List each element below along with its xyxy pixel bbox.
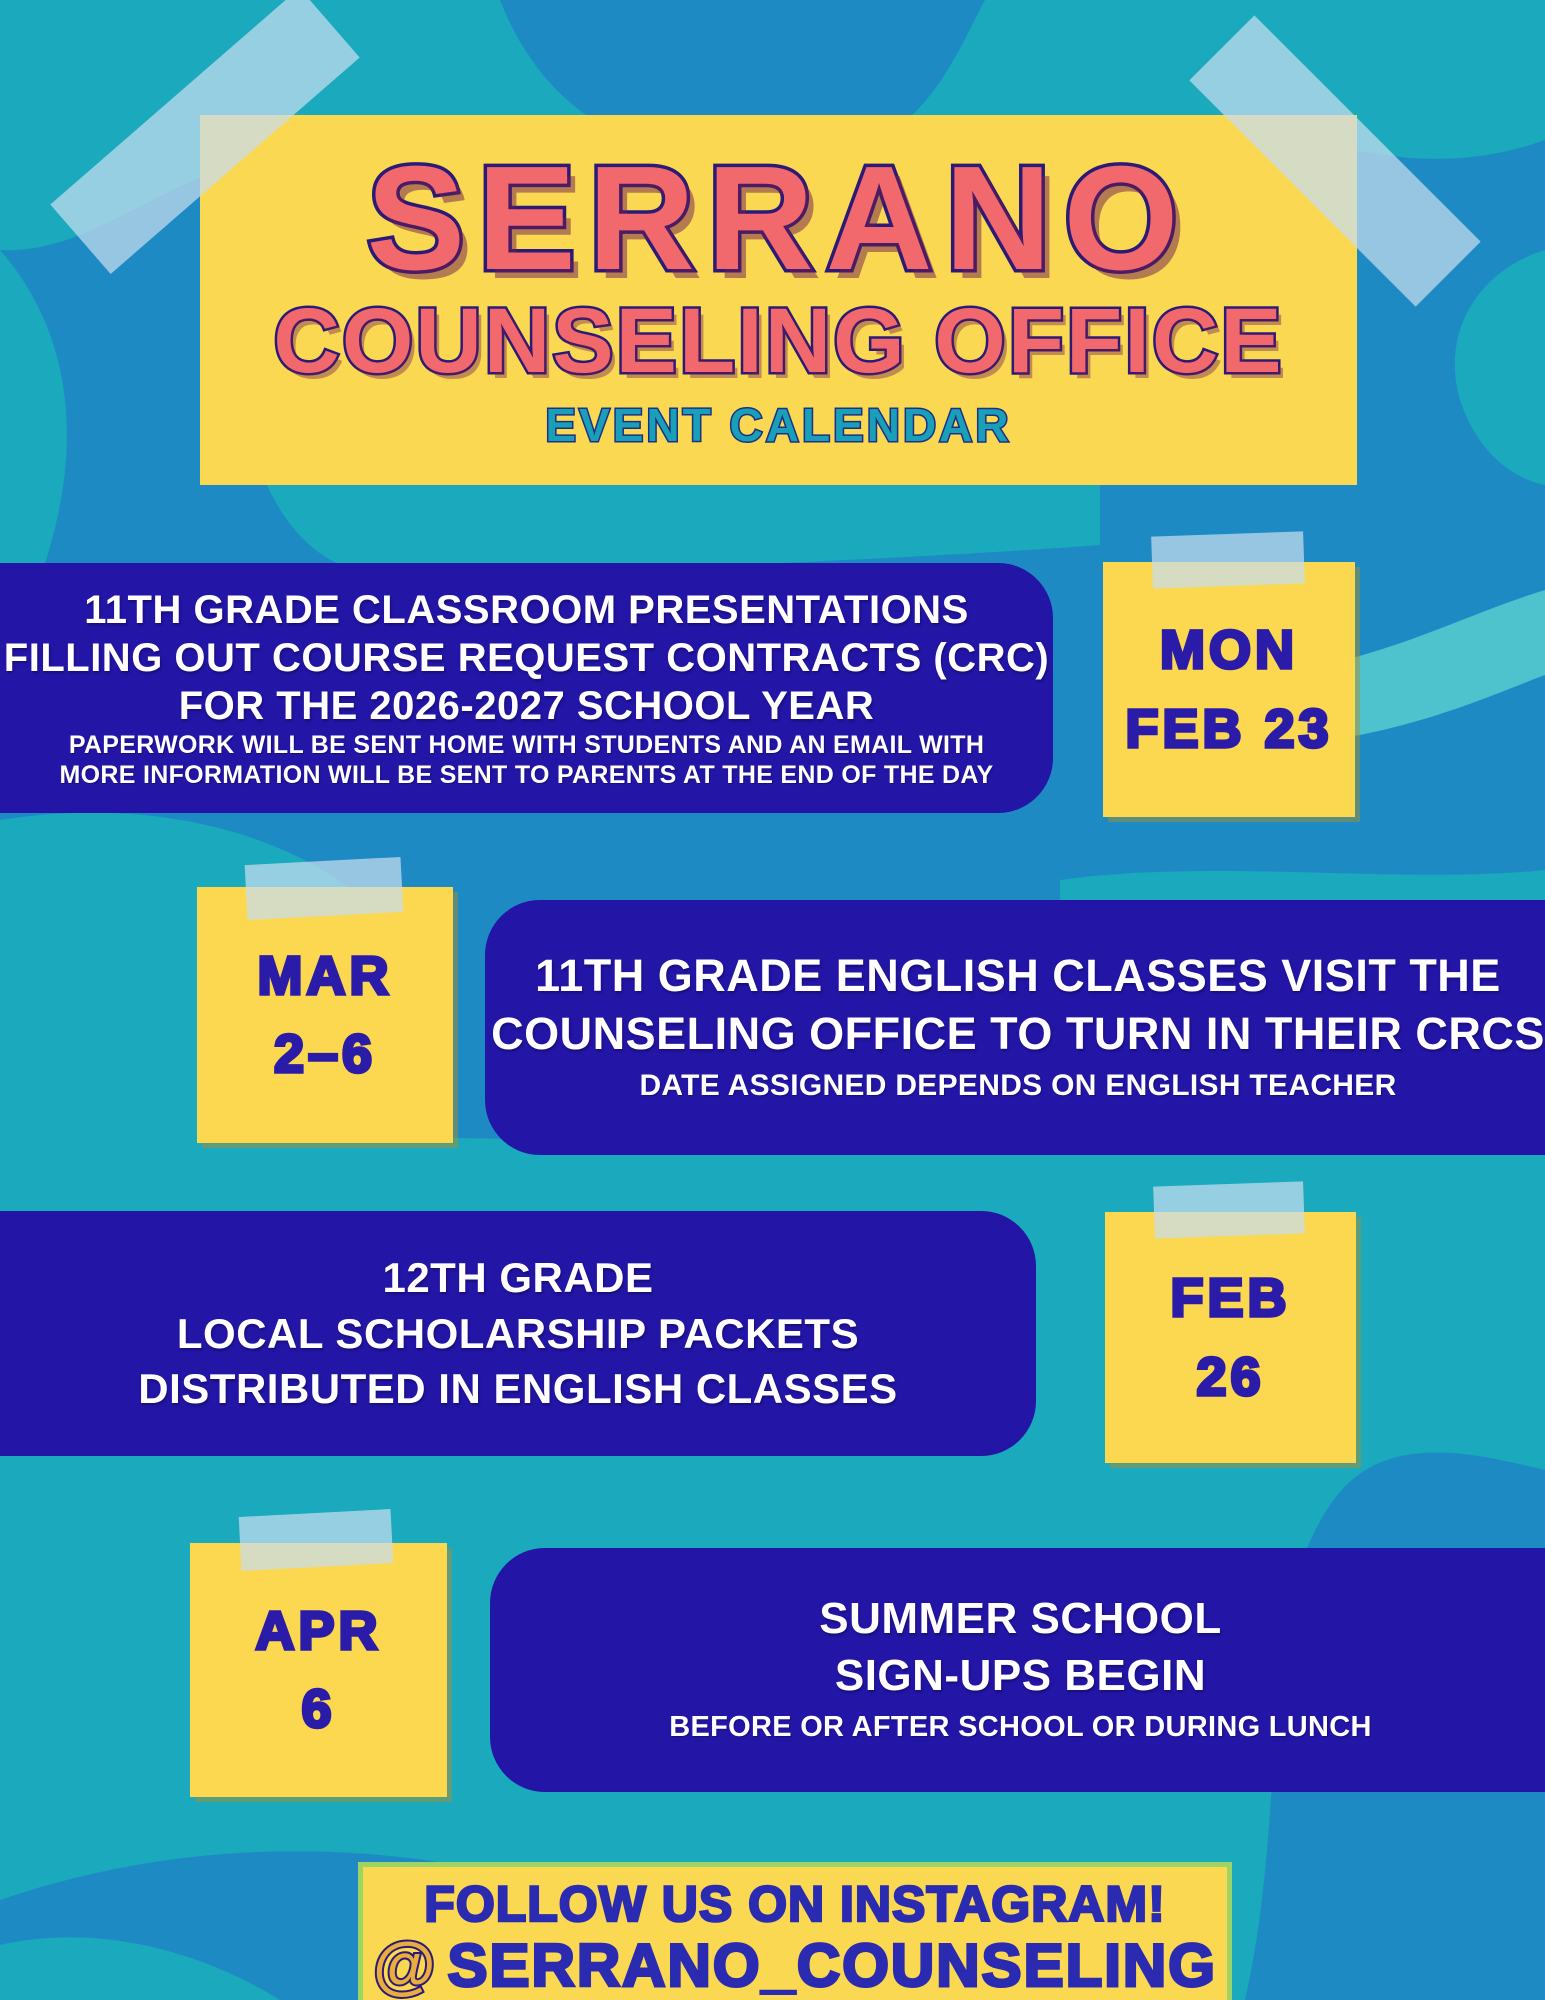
- event-line: SUMMER SCHOOL: [819, 1593, 1222, 1643]
- event-card-summer-school: [490, 1548, 1545, 1792]
- date-date: 26: [1196, 1346, 1265, 1407]
- date-note-feb-26: [1105, 1212, 1356, 1463]
- event-line: 12TH GRADE: [382, 1253, 654, 1301]
- event-line: FILLING OUT COURSE REQUEST CONTRACTS (CRC): [3, 635, 1050, 680]
- date-note-mon-feb-23: [1103, 562, 1355, 817]
- event-line: MORE INFORMATION WILL BE SENT TO PARENTS AT THE END OF THE DAY: [59, 761, 994, 789]
- at-icon: @: [373, 1929, 438, 2000]
- poster-title: SERRANO: [366, 136, 1191, 302]
- event-line: FOR THE 2026-2027 SCHOOL YEAR: [178, 683, 875, 728]
- poster-subtitle: COUNSELING OFFICE: [273, 290, 1284, 393]
- instagram-handle: [373, 1929, 1217, 2000]
- tape-strip: [245, 857, 404, 920]
- header-card: [200, 115, 1357, 485]
- event-line: PAPERWORK WILL BE SENT HOME WITH STUDENTS AND AN EMAIL WITH: [68, 730, 985, 759]
- instagram-banner: [358, 1862, 1232, 2000]
- tape-strip: [1153, 1181, 1305, 1238]
- event-line: COUNSELING OFFICE TO TURN IN THEIR CRCS: [491, 1008, 1545, 1059]
- event-card-crc-presentations: [0, 563, 1053, 813]
- date-date: FEB 23: [1125, 698, 1333, 759]
- instagram-handle-text: SERRANO_COUNSELING: [447, 1932, 1217, 2000]
- event-line: DATE ASSIGNED DEPENDS ON ENGLISH TEACHER: [639, 1068, 1397, 1102]
- event-card-scholarship-packets: [0, 1211, 1036, 1456]
- date-date: 2–6: [273, 1024, 377, 1084]
- event-line: 11TH GRADE CLASSROOM PRESENTATIONS: [84, 587, 969, 632]
- date-date: 6: [301, 1679, 336, 1739]
- event-line: BEFORE OR AFTER SCHOOL OR DURING LUNCH: [669, 1710, 1372, 1743]
- event-line: SIGN-UPS BEGIN: [834, 1650, 1207, 1700]
- date-note-mar-2-6: [197, 887, 453, 1143]
- poster-tagline: EVENT CALENDAR: [545, 399, 1012, 451]
- event-card-turn-in-crcs: [485, 900, 1545, 1155]
- date-day: MAR: [257, 945, 393, 1006]
- tape-strip: [1151, 531, 1305, 588]
- date-note-apr-6: [190, 1543, 447, 1797]
- tape-strip: [239, 1509, 394, 1571]
- instagram-call-to-action: FOLLOW US ON INSTAGRAM!: [424, 1876, 1166, 1932]
- date-day: MON: [1160, 620, 1298, 681]
- event-line: DISTRIBUTED IN ENGLISH CLASSES: [138, 1365, 898, 1413]
- date-day: FEB: [1170, 1268, 1291, 1329]
- event-line: 11TH GRADE ENGLISH CLASSES VISIT THE: [535, 950, 1501, 1002]
- date-day: APR: [255, 1600, 382, 1661]
- event-line: LOCAL SCHOLARSHIP PACKETS: [176, 1309, 860, 1357]
